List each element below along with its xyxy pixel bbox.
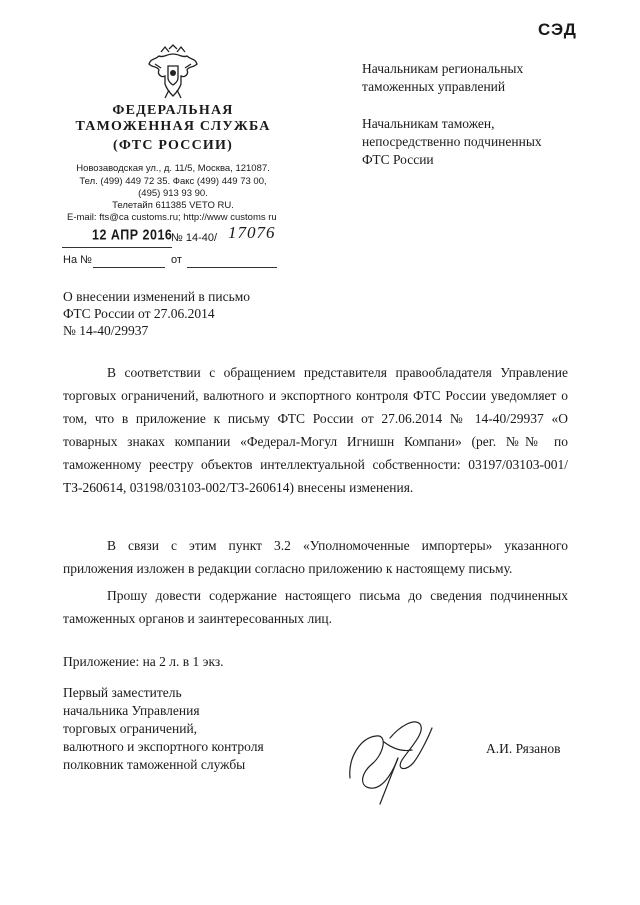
- addressee-line: таможенных управлений: [362, 79, 506, 94]
- reference-number-blank: [93, 267, 165, 268]
- signer-rank-line: полковник таможенной службы: [63, 757, 246, 772]
- addressee-line: Начальникам региональных: [362, 61, 524, 76]
- signer-title-line: торговых ограничений,: [63, 721, 198, 736]
- addressee-line: ФТС России: [362, 152, 434, 167]
- handwritten-signature-icon: [340, 708, 450, 808]
- sender-org-line-3: (ФТС РОССИИ): [113, 138, 233, 153]
- sender-org-line-2: ТАМОЖЕННАЯ СЛУЖБА: [75, 119, 271, 134]
- addressee-block-1: [362, 60, 523, 96]
- body-paragraph-3: Прошу довести содержание настоящего письма до сведения подчиненных таможенных органов и заинтересованных лиц.: [63, 588, 568, 626]
- subject-line-1: О внесении изменений в письмо: [63, 289, 251, 304]
- subject-line-3: № 14-40/29937: [63, 323, 149, 338]
- body-paragraph-1: В соответствии с обращением представителя правообладателя Управление торговых ограничений, валютного и экспортного контроля ФТС России уведомляет о том, что в приложение к письму ФТС России от 27.06.2014 № 14-40/29937 «О товарных знаках компании «Федерал-Могул Игнишн Компани» (рег. №№ по таможенному реестру объектов интеллектуальной собственности: 03197/03103-001/ТЗ-260614, 03198/03103-002/ТЗ-260614) внесены изменения.: [63, 365, 568, 495]
- sender-org-line-1: ФЕДЕРАЛЬНАЯ: [112, 103, 234, 118]
- registration-number-label: № 14-40/: [171, 232, 218, 244]
- signer-title-line: начальника Управления: [63, 703, 200, 718]
- addressee-block-2: [362, 115, 542, 169]
- attachment-note: Приложение: на 2 л. в 1 экз.: [63, 654, 224, 669]
- double-headed-eagle-emblem-icon: [147, 44, 199, 100]
- registration-date-stamp: 12 АПР 2016: [92, 226, 173, 244]
- signer-title-line: Первый заместитель: [63, 685, 182, 700]
- reference-date-label: от: [171, 254, 182, 266]
- addressee-line: непосредственно подчиненных: [362, 134, 542, 149]
- reference-date-blank: [187, 267, 277, 268]
- subject-line-2: ФТС России от 27.06.2014: [63, 306, 215, 321]
- sender-teletype-line: Телетайп 611385 VETO RU.: [112, 200, 234, 211]
- sender-phone-line-2: (495) 913 93 90.: [138, 188, 208, 199]
- document-system-mark: СЭД: [538, 20, 577, 39]
- signer-title-line: валютного и экспортного контроля: [63, 739, 264, 754]
- sender-address-line: Новозаводская ул., д. 11/5, Москва, 121087.: [76, 163, 270, 174]
- reference-number-label: На №: [63, 254, 92, 266]
- handwritten-registration-number: 17076: [228, 223, 276, 242]
- date-underline: [62, 247, 172, 248]
- sender-phone-line: Тел. (499) 449 72 35. Факс (499) 449 73 00,: [79, 176, 267, 187]
- addressee-line: Начальникам таможен,: [362, 116, 495, 131]
- body-paragraph-2: В связи с этим пункт 3.2 «Уполномоченные импортеры» указанного приложения изложен в редакции согласно приложению к настоящему письму.: [63, 538, 568, 576]
- signer-name: А.И. Рязанов: [486, 741, 561, 756]
- sender-email-line: E-mail: fts@ca customs.ru; http://www customs ru: [67, 212, 277, 223]
